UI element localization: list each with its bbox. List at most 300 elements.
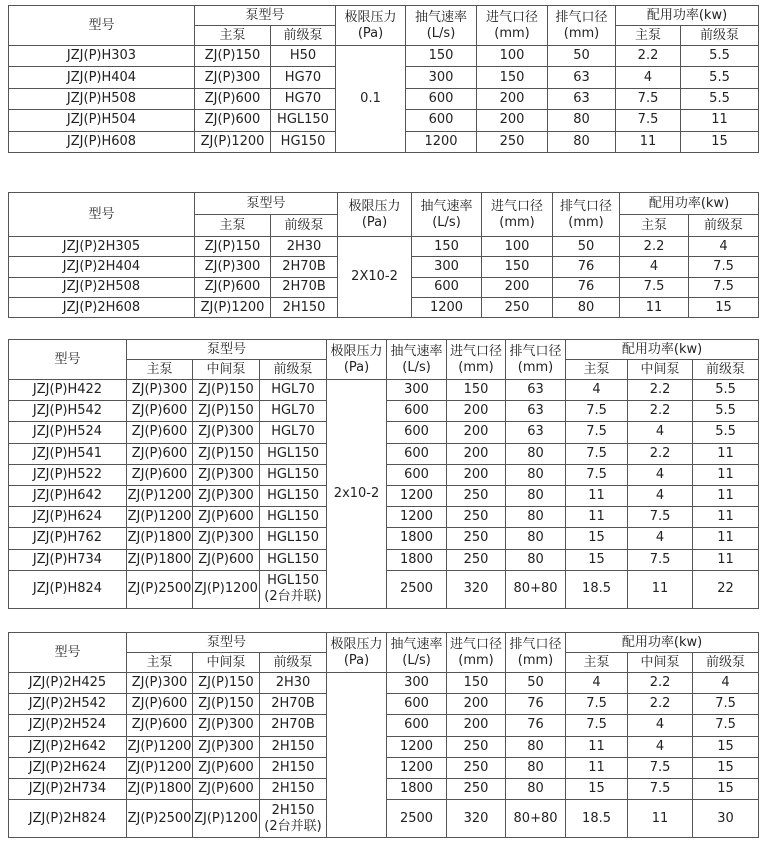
cell-pump: HGL70 [260,401,327,422]
cell-pump: ZJ(P)600 [127,422,193,443]
cell-value: 11 [566,757,628,778]
cell-pump: ZJ(P)300 [193,422,260,443]
cell-pump: ZJ(P)600 [127,715,193,736]
cell-pump: ZJ(P)150 [193,443,260,464]
cell-value: 100 [477,46,548,67]
cell-value: 11 [693,443,759,464]
cell-value: 11 [681,110,759,131]
header-pump-type: 泵型号 [127,340,327,360]
cell-value: 15 [566,778,628,799]
cell-value: 50 [506,673,566,694]
header-power-backing: 前级泵 [689,215,759,237]
header-backing-pump: 前级泵 [260,360,327,380]
cell-model: JZJ(P)2H608 [9,297,195,317]
cell-value: 600 [412,277,482,297]
header-pump-type: 泵型号 [195,6,336,26]
cell-pump: 2H30 [260,673,327,694]
cell-value: 63 [506,422,566,443]
cell-model: JZJ(P)H542 [9,401,127,422]
header-inlet-diameter: 进气口径 (mm) [477,6,548,46]
cell-model: JZJ(P)2H425 [9,673,127,694]
header-main-pump: 主泵 [195,215,271,237]
cell-value: 7.5 [616,88,681,109]
cell-value: 300 [406,67,477,88]
header-power-backing: 前级泵 [693,360,759,380]
cell-pump: ZJ(P)1200 [193,800,260,838]
cell-model: JZJ(P)H524 [9,422,127,443]
header-power-backing: 前级泵 [681,26,759,46]
cell-value: 2.2 [616,46,681,67]
cell-value: 1800 [387,549,447,570]
cell-ultimate-pressure: 2X10-2 [338,237,412,318]
cell-value: 1200 [412,297,482,317]
header-inlet-diameter: 进气口径 (mm) [482,193,553,237]
cell-pump: ZJ(P)300 [195,67,271,88]
cell-value: 600 [406,110,477,131]
cell-value: 250 [447,778,506,799]
cell-value: 11 [628,800,693,838]
cell-value: 7.5 [693,715,759,736]
cell-value: 15 [693,757,759,778]
cell-value: 7.5 [620,277,689,297]
cell-value: 80 [506,757,566,778]
cell-pump: ZJ(P)150 [193,380,260,401]
cell-value: 63 [506,401,566,422]
cell-value: 2.2 [628,694,693,715]
cell-value: 63 [548,67,616,88]
cell-pump: ZJ(P)1800 [127,778,193,799]
cell-value: 150 [412,237,482,257]
header-backing-pump: 前级泵 [271,26,336,46]
cell-pump: HG70 [271,88,336,109]
cell-model: JZJ(P)2H642 [9,736,127,757]
header-main-pump: 主泵 [195,26,271,46]
cell-value: 150 [406,46,477,67]
cell-pump: ZJ(P)600 [127,443,193,464]
header-power-mid: 中间泵 [628,360,693,380]
cell-value: 7.5 [566,401,628,422]
cell-model: JZJ(P)H642 [9,485,127,506]
cell-pump: HGL150 [260,443,327,464]
cell-value: 2.2 [628,673,693,694]
cell-pump: ZJ(P)1200 [127,485,193,506]
cell-value: 4 [616,67,681,88]
table-row [9,46,759,67]
header-exhaust-diameter: 排气口径 (mm) [506,340,566,380]
cell-pump: ZJ(P)600 [127,464,193,485]
cell-pump: HGL150 [271,110,336,131]
header-power: 配用功率(kw) [620,193,759,215]
cell-value: 600 [387,443,447,464]
header-model: 型号 [9,193,195,237]
cell-value: 7.5 [689,277,759,297]
header-main-pump: 主泵 [127,360,193,380]
cell-model: JZJ(P)H404 [9,67,195,88]
cell-value: 76 [506,715,566,736]
cell-value: 5.5 [693,380,759,401]
cell-value: 80 [553,297,620,317]
cell-value: 200 [447,401,506,422]
header-power-main: 主泵 [616,26,681,46]
cell-value: 76 [506,694,566,715]
cell-pump: ZJ(P)1800 [127,549,193,570]
cell-value: 4 [693,673,759,694]
cell-value: 4 [689,237,759,257]
cell-value: 1800 [387,778,447,799]
header-inlet-diameter: 进气口径 (mm) [447,633,506,673]
header-model: 型号 [9,6,195,46]
cell-value: 1200 [387,757,447,778]
cell-pump: ZJ(P)1200 [195,131,271,152]
cell-value: 15 [689,297,759,317]
cell-value: 150 [477,67,548,88]
cell-value: 80 [548,110,616,131]
header-pump-type: 泵型号 [127,633,327,653]
cell-value: 5.5 [693,422,759,443]
cell-value: 4 [566,380,628,401]
cell-value: 200 [447,694,506,715]
cell-value: 200 [447,422,506,443]
cell-model: JZJ(P)2H542 [9,694,127,715]
cell-pump: 2H150 [260,778,327,799]
header-power-main: 主泵 [620,215,689,237]
cell-pump: 2H150 (2台并联) [260,800,327,838]
cell-value: 11 [566,507,628,528]
cell-value: 80+80 [506,570,566,608]
header-pumping-speed: 抽气速率 (L/s) [406,6,477,46]
cell-value: 2.2 [620,237,689,257]
cell-value: 300 [387,673,447,694]
cell-value: 11 [620,297,689,317]
cell-value: 7.5 [628,778,693,799]
cell-value: 200 [482,277,553,297]
cell-model: JZJ(P)2H734 [9,778,127,799]
cell-pump: ZJ(P)600 [193,549,260,570]
cell-value: 300 [387,380,447,401]
cell-pump: HG150 [271,131,336,152]
cell-pump: ZJ(P)300 [127,673,193,694]
cell-pump: ZJ(P)300 [193,736,260,757]
cell-pump: ZJ(P)2500 [127,800,193,838]
cell-value: 7.5 [566,715,628,736]
cell-pump: ZJ(P)300 [193,485,260,506]
cell-pump: ZJ(P)1800 [127,528,193,549]
cell-pump: HG70 [271,67,336,88]
cell-value: 80 [506,736,566,757]
cell-value: 7.5 [566,422,628,443]
header-power-backing: 前级泵 [693,653,759,673]
cell-value: 80 [548,131,616,152]
cell-model: JZJ(P)H734 [9,549,127,570]
cell-value: 80+80 [506,800,566,838]
cell-value: 600 [387,694,447,715]
cell-value: 1200 [406,131,477,152]
header-ultimate-pressure: 极限压力 (Pa) [338,193,412,237]
cell-value: 80 [506,443,566,464]
header-pumping-speed: 抽气速率 (L/s) [412,193,482,237]
cell-pump: ZJ(P)600 [193,778,260,799]
cell-model: JZJ(P)2H524 [9,715,127,736]
cell-value: 4 [620,257,689,277]
cell-value: 320 [447,800,506,838]
cell-pump: H50 [271,46,336,67]
header-power: 配用功率(kw) [616,6,759,26]
cell-pump: ZJ(P)300 [127,380,193,401]
header-mid-pump: 中间泵 [193,360,260,380]
cell-value: 15 [566,528,628,549]
cell-value: 4 [628,464,693,485]
cell-pump: ZJ(P)1200 [195,297,271,317]
cell-value: 30 [693,800,759,838]
cell-value: 80 [506,549,566,570]
header-model: 型号 [9,633,127,673]
cell-model: JZJ(P)H303 [9,46,195,67]
header-power-mid: 中间泵 [628,653,693,673]
cell-value: 7.5 [566,464,628,485]
cell-value: 250 [477,131,548,152]
cell-pump: HGL150 [260,549,327,570]
cell-value: 7.5 [616,110,681,131]
cell-value: 63 [506,380,566,401]
cell-value: 76 [553,277,620,297]
cell-model: JZJ(P)H422 [9,380,127,401]
cell-value: 15 [566,549,628,570]
cell-value: 250 [447,485,506,506]
cell-value: 4 [628,528,693,549]
cell-value: 250 [447,507,506,528]
cell-value: 2.2 [628,380,693,401]
cell-value: 7.5 [693,694,759,715]
header-backing-pump: 前级泵 [260,653,327,673]
cell-pump: HGL150 [260,464,327,485]
cell-model: JZJ(P)2H508 [9,277,195,297]
header-ultimate-pressure: 极限压力 (Pa) [327,633,387,673]
cell-pump: ZJ(P)150 [193,401,260,422]
cell-value: 63 [548,88,616,109]
cell-value: 15 [693,778,759,799]
cell-pump: ZJ(P)600 [195,88,271,109]
cell-pump: HGL150 (2台并联) [260,570,327,608]
cell-value: 50 [553,237,620,257]
cell-value: 600 [387,464,447,485]
cell-value: 200 [477,88,548,109]
header-exhaust-diameter: 排气口径 (mm) [553,193,620,237]
cell-model: JZJ(P)2H404 [9,257,195,277]
cell-pump: ZJ(P)600 [193,507,260,528]
cell-value: 2.2 [628,443,693,464]
cell-pump: ZJ(P)600 [127,401,193,422]
cell-pump: ZJ(P)1200 [127,757,193,778]
cell-pump: 2H150 [271,297,338,317]
cell-pump: 2H70B [271,277,338,297]
cell-value: 5.5 [693,401,759,422]
cell-value: 5.5 [681,88,759,109]
header-power: 配用功率(kw) [566,633,759,653]
header-pumping-speed: 抽气速率 (L/s) [387,633,447,673]
header-power-main: 主泵 [566,360,628,380]
cell-value: 22 [693,570,759,608]
cell-value: 600 [406,88,477,109]
cell-pump: 2H150 [260,757,327,778]
cell-value: 200 [447,443,506,464]
cell-value: 4 [628,736,693,757]
cell-value: 1800 [387,528,447,549]
cell-value: 2.2 [628,401,693,422]
cell-value: 250 [482,297,553,317]
cell-value: 11 [693,549,759,570]
cell-value: 200 [477,110,548,131]
cell-value: 7.5 [566,443,628,464]
cell-value: 250 [447,736,506,757]
cell-value: 250 [447,549,506,570]
cell-value: 15 [693,736,759,757]
header-pumping-speed: 抽气速率 (L/s) [387,340,447,380]
cell-value: 4 [628,485,693,506]
spec-table-3 [8,339,759,609]
cell-value: 18.5 [566,570,628,608]
cell-value: 200 [447,464,506,485]
cell-value: 2500 [387,570,447,608]
spec-table-1 [8,5,759,153]
cell-value: 80 [506,464,566,485]
cell-value: 11 [566,485,628,506]
cell-pump: ZJ(P)300 [193,464,260,485]
cell-value: 4 [628,422,693,443]
cell-value: 5.5 [681,46,759,67]
cell-model: JZJ(P)H608 [9,131,195,152]
cell-model: JZJ(P)H504 [9,110,195,131]
header-main-pump: 主泵 [127,653,193,673]
cell-pump: ZJ(P)600 [195,277,271,297]
cell-value: 7.5 [628,757,693,778]
cell-value: 320 [447,570,506,608]
cell-pump: ZJ(P)2500 [127,570,193,608]
cell-value: 7.5 [628,507,693,528]
cell-value: 7.5 [628,549,693,570]
cell-model: JZJ(P)2H305 [9,237,195,257]
cell-value: 600 [387,422,447,443]
cell-ultimate-pressure [327,673,387,838]
cell-model: JZJ(P)H508 [9,88,195,109]
cell-pump: ZJ(P)150 [193,673,260,694]
cell-value: 150 [447,673,506,694]
cell-value: 15 [681,131,759,152]
header-pump-type: 泵型号 [195,193,338,215]
cell-model: JZJ(P)H762 [9,528,127,549]
cell-value: 50 [548,46,616,67]
cell-pump: 2H30 [271,237,338,257]
header-power: 配用功率(kw) [566,340,759,360]
cell-pump: ZJ(P)150 [193,694,260,715]
cell-pump: 2H70B [260,715,327,736]
cell-value: 2500 [387,800,447,838]
cell-ultimate-pressure: 0.1 [336,46,406,153]
header-exhaust-diameter: 排气口径 (mm) [548,6,616,46]
cell-value: 250 [447,528,506,549]
cell-pump: ZJ(P)150 [195,46,271,67]
cell-value: 1200 [387,485,447,506]
header-inlet-diameter: 进气口径 (mm) [447,340,506,380]
cell-value: 150 [482,257,553,277]
cell-pump: ZJ(P)600 [193,757,260,778]
cell-model: JZJ(P)2H824 [9,800,127,838]
cell-pump: ZJ(P)1200 [127,507,193,528]
cell-value: 1200 [387,736,447,757]
cell-value: 11 [616,131,681,152]
cell-pump: HGL70 [260,380,327,401]
header-backing-pump: 前级泵 [271,215,338,237]
cell-value: 11 [693,464,759,485]
header-power-main: 主泵 [566,653,628,673]
cell-pump: 2H70B [271,257,338,277]
cell-value: 200 [447,715,506,736]
cell-value: 7.5 [689,257,759,277]
cell-value: 11 [628,570,693,608]
header-model: 型号 [9,340,127,380]
cell-value: 11 [566,736,628,757]
cell-model: JZJ(P)H541 [9,443,127,464]
cell-value: 4 [566,673,628,694]
table-row [9,673,759,694]
cell-value: 300 [412,257,482,277]
cell-value: 80 [506,778,566,799]
cell-pump: ZJ(P)300 [193,528,260,549]
cell-value: 150 [447,380,506,401]
cell-pump: HGL70 [260,422,327,443]
cell-pump: HGL150 [260,485,327,506]
cell-value: 80 [506,528,566,549]
header-exhaust-diameter: 排气口径 (mm) [506,633,566,673]
table-row [9,237,759,257]
cell-pump: HGL150 [260,507,327,528]
cell-model: JZJ(P)H824 [9,570,127,608]
cell-ultimate-pressure: 2x10-2 [327,380,387,609]
cell-model: JZJ(P)H624 [9,507,127,528]
cell-value: 18.5 [566,800,628,838]
spec-table-4 [8,632,759,838]
table-row [9,380,759,401]
cell-value: 11 [693,528,759,549]
cell-value: 80 [506,507,566,528]
cell-value: 4 [628,715,693,736]
header-ultimate-pressure: 极限压力 (Pa) [327,340,387,380]
cell-pump: ZJ(P)150 [195,237,271,257]
cell-pump: ZJ(P)1200 [127,736,193,757]
cell-value: 7.5 [566,694,628,715]
cell-pump: ZJ(P)300 [193,715,260,736]
cell-value: 76 [553,257,620,277]
cell-value: 1200 [387,507,447,528]
cell-pump: ZJ(P)600 [127,694,193,715]
spec-table-2 [8,192,759,318]
cell-value: 100 [482,237,553,257]
header-mid-pump: 中间泵 [193,653,260,673]
cell-model: JZJ(P)2H624 [9,757,127,778]
cell-pump: 2H70B [260,694,327,715]
cell-model: JZJ(P)H522 [9,464,127,485]
cell-value: 80 [506,485,566,506]
cell-pump: ZJ(P)300 [195,257,271,277]
cell-pump: ZJ(P)600 [195,110,271,131]
cell-value: 600 [387,401,447,422]
cell-value: 600 [387,715,447,736]
cell-pump: HGL150 [260,528,327,549]
cell-value: 5.5 [681,67,759,88]
cell-pump: 2H150 [260,736,327,757]
cell-value: 11 [693,507,759,528]
cell-pump: ZJ(P)1200 [193,570,260,608]
header-ultimate-pressure: 极限压力 (Pa) [336,6,406,46]
